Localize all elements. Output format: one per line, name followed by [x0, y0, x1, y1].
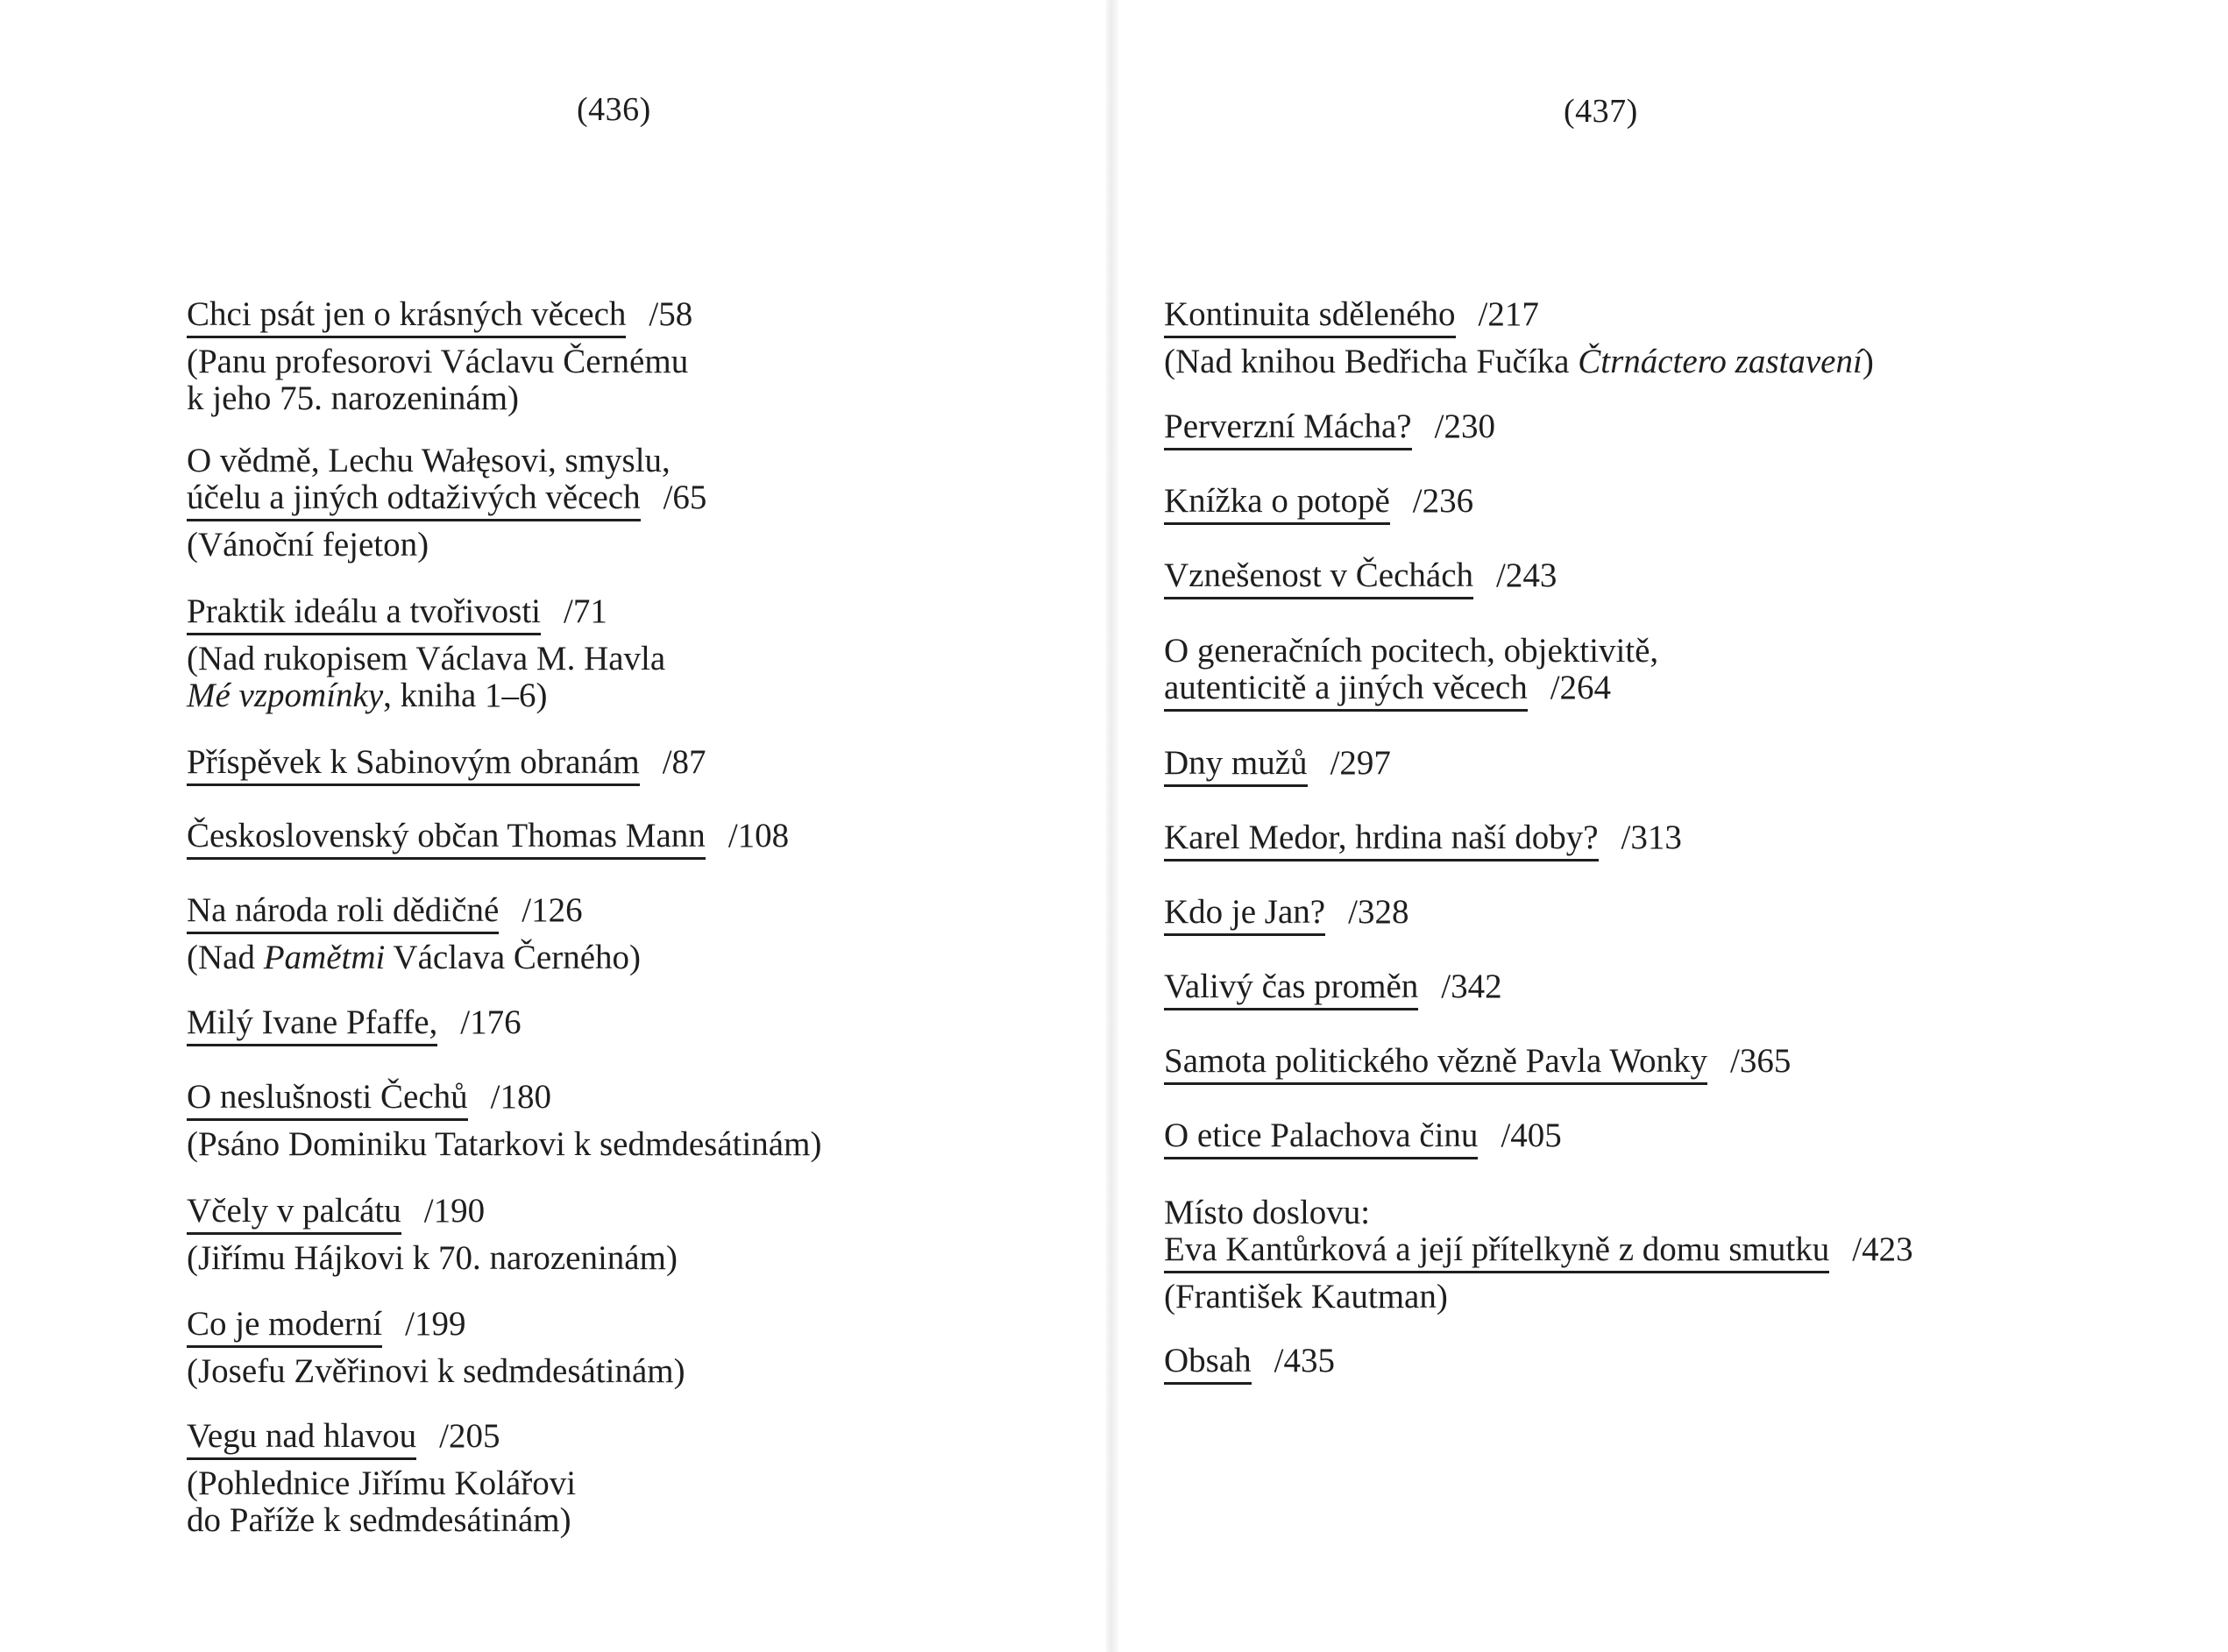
page-number: (436): [577, 91, 651, 128]
entry-note: (Psáno Dominiku Tatarkovi k sedmdesátinám): [187, 1125, 822, 1163]
book-gutter: [1106, 0, 1118, 1652]
entry-note: (Nad knihou Bedřicha Fučíka Čtrnáctero zastavení): [1164, 343, 1874, 380]
entry-title: Samota politického vězně Pavla Wonky: [1164, 1043, 1707, 1085]
entry-page-ref: /126: [522, 891, 583, 929]
entry-title: Včely v palcátu: [187, 1193, 401, 1235]
toc-entry: [1164, 1343, 1335, 1385]
entry-page-ref: /365: [1730, 1042, 1792, 1080]
entry-page-ref: /342: [1441, 968, 1502, 1005]
entry-page-ref: /423: [1852, 1230, 1913, 1268]
entry-page-ref: /190: [423, 1192, 486, 1230]
toc-entry: [1164, 745, 1391, 787]
entry-page-ref: /243: [1496, 557, 1557, 594]
entry-title: Vznešenost v Čechách: [1164, 557, 1473, 599]
entry-title: Co je moderní: [187, 1306, 382, 1348]
toc-entry: [187, 1004, 522, 1046]
entry-page-ref: /71: [564, 592, 607, 630]
entry-note: (Pohlednice Jiřímu Kolářovi do Paříže k sedmdesátinám): [187, 1464, 577, 1539]
entry-pre-line: O vědmě, Lechu Wałęsovi, smyslu,: [187, 442, 671, 479]
entry-title: Kdo je Jan?: [1164, 894, 1325, 936]
entry-page-ref: /328: [1348, 893, 1409, 931]
entry-pre-line: Místo doslovu:: [1164, 1194, 1371, 1231]
entry-page-ref: /108: [727, 817, 790, 854]
entry-title: O etice Palachova činu: [1164, 1117, 1478, 1159]
entry-note: (Nad Pamětmi Václava Černého): [187, 939, 642, 976]
entry-title: Perverzní Mácha?: [1164, 408, 1412, 450]
toc-entry: [1164, 296, 1874, 380]
toc-entry: [187, 892, 641, 976]
toc-entry: [1164, 408, 1495, 450]
entry-pre-line: O generačních pocitech, objektivitě,: [1164, 632, 1659, 670]
entry-title: Příspěvek k Sabinovým obranám: [187, 744, 640, 786]
entry-title: Obsah: [1164, 1343, 1252, 1385]
entry-page-ref: /405: [1501, 1117, 1562, 1154]
entry-note: (Panu profesorovi Václavu Černému k jeho 75. narozeninám): [187, 343, 689, 417]
entry-page-ref: /205: [439, 1417, 500, 1455]
entry-title: Chci psát jen o krásných věcech: [187, 296, 626, 338]
entry-page-ref: /297: [1330, 744, 1391, 782]
entry-page-ref: /87: [662, 743, 706, 781]
entry-title: Knížka o potopě: [1164, 483, 1390, 525]
entry-page-ref: /199: [405, 1305, 466, 1343]
entry-page-ref: /236: [1412, 482, 1474, 520]
toc-entry: [187, 593, 665, 714]
toc-entry: [1164, 968, 1502, 1010]
entry-note: (Nad rukopisem Václava M. Havla Mé vzpomínky, kniha 1–6): [187, 640, 666, 714]
entry-note: (Josefu Zvěřinovi k sedmdesátinám): [187, 1352, 685, 1390]
toc-entry: [187, 443, 706, 564]
toc-entry: [1164, 557, 1557, 599]
entry-note: (Jiřímu Hájkovi k 70. narozeninám): [187, 1239, 678, 1277]
toc-entry: [1164, 894, 1408, 936]
entry-page-ref: /176: [460, 1003, 522, 1041]
entry-page-ref: /435: [1274, 1342, 1335, 1379]
entry-page-ref: /180: [490, 1078, 551, 1116]
page-number: (437): [1564, 93, 1638, 130]
entry-title: autenticitě a jiných věcech: [1164, 670, 1528, 712]
entry-title: Milý Ivane Pfaffe,: [187, 1004, 437, 1046]
entry-title: Karel Medor, hrdina naší doby?: [1164, 819, 1599, 861]
entry-note: (František Kautman): [1164, 1278, 1448, 1315]
entry-page-ref: /313: [1621, 819, 1682, 856]
entry-title: Valivý čas proměn: [1164, 968, 1418, 1010]
entry-title: Eva Kantůrková a její přítelkyně z domu smutku: [1164, 1231, 1829, 1273]
toc-entry: [1164, 819, 1682, 861]
entry-page-ref: /58: [649, 295, 693, 333]
entry-title: Praktik ideálu a tvořivosti: [187, 593, 541, 635]
entry-page-ref: /217: [1478, 295, 1539, 333]
entry-page-ref: /264: [1550, 669, 1612, 706]
toc-entry: [187, 818, 789, 860]
entry-title: Vegu nad hlavou: [187, 1418, 416, 1460]
entry-title: O neslušnosti Čechů: [187, 1079, 468, 1121]
toc-entry: [187, 1418, 576, 1539]
entry-page-ref: /65: [663, 479, 707, 516]
toc-entry: [187, 296, 692, 417]
entry-title: Na národa roli dědičné: [187, 892, 499, 934]
entry-title: Kontinuita sděleného: [1164, 296, 1456, 338]
toc-entry: [1164, 483, 1473, 525]
toc-entry: [187, 1193, 678, 1277]
toc-entry: [187, 744, 706, 786]
entry-note: (Vánoční fejeton): [187, 526, 429, 564]
toc-entry: [187, 1079, 821, 1163]
toc-entry: [187, 1306, 685, 1390]
entry-page-ref: /230: [1434, 408, 1495, 445]
right-page: [1118, 0, 2228, 1652]
toc-entry: [1164, 1117, 1562, 1159]
entry-title: Dny mužů: [1164, 745, 1308, 787]
left-page: [0, 0, 1106, 1652]
toc-entry: [1164, 1195, 1913, 1315]
entry-title: Československý občan Thomas Mann: [187, 818, 706, 860]
entry-title: účelu a jiných odtaživých věcech: [187, 479, 641, 521]
toc-entry: [1164, 633, 1658, 712]
toc-entry: [1164, 1043, 1791, 1085]
